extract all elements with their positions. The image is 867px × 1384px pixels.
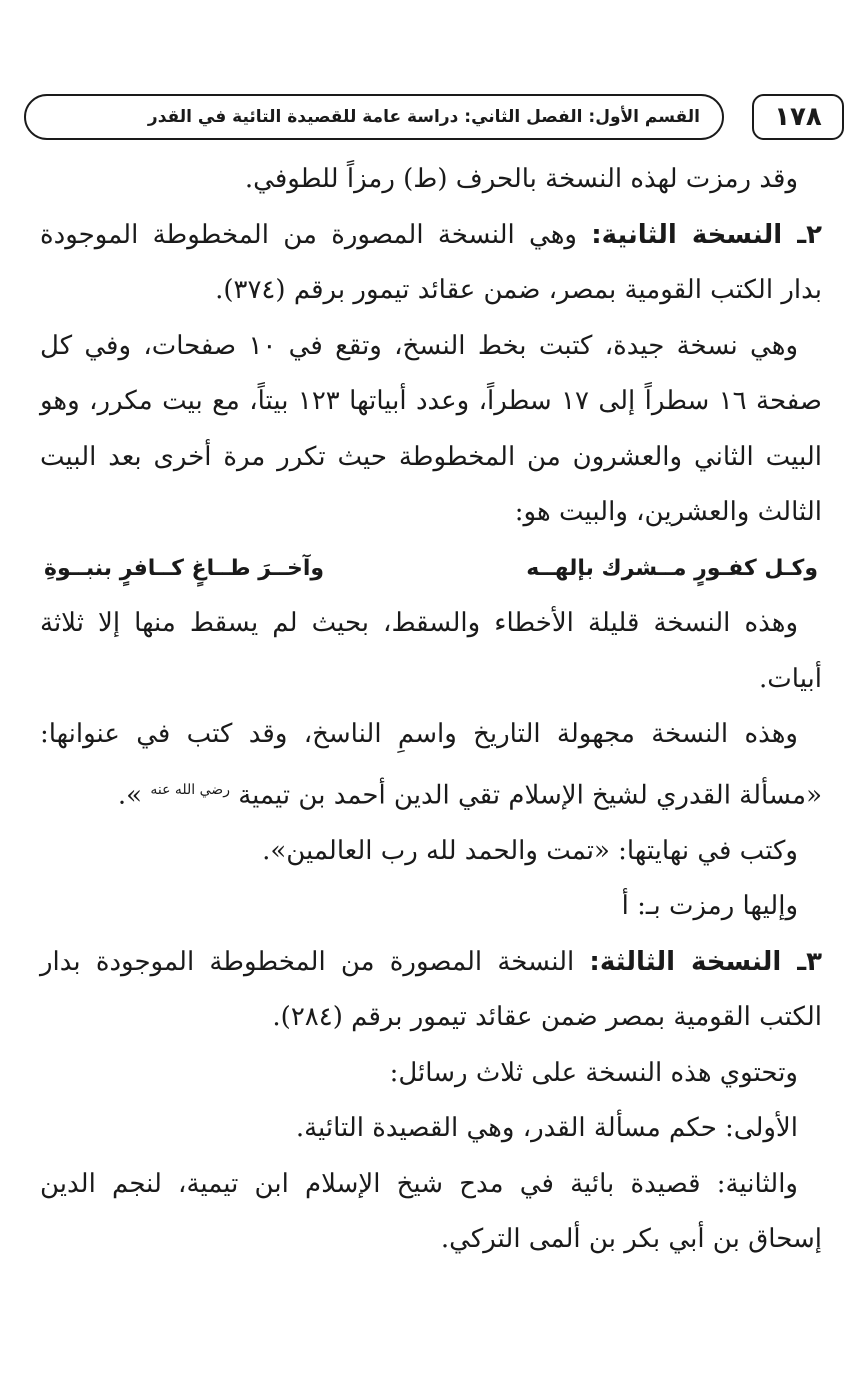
- paragraph-4: وهذه النسخة قليلة الأخطاء والسقط، بحيث لم يسقط منها إلا ثلاثة أبيات.: [40, 608, 822, 694]
- verse-second-hemistich: وآخــرَ طــاغٍ كــافرٍ بنبــوةِ: [44, 555, 325, 581]
- paragraph-8: [40, 935, 822, 1046]
- paragraph-6: وكتب في نهايتها: «تمت والحمد لله رب العالمين».: [262, 835, 798, 866]
- honorific-glyph: رضي الله عنه: [150, 781, 230, 798]
- paragraph-2: [40, 208, 822, 319]
- paragraph-5: [40, 707, 822, 824]
- page-number: ١٧٨: [752, 94, 844, 140]
- paragraph-5-text: وهذه النسخة مجهولة التاريخ واسمِ الناسخ، وقد كتب في عنوانها: «مسألة القدري لشيخ الإسلام تقي الدين أحمد بن تيمية: [40, 719, 822, 811]
- section-label-3: ٣ـ النسخة الثالثة:: [589, 946, 822, 977]
- paragraph-5-end: ».: [117, 780, 143, 811]
- paragraph-2-text: وهي النسخة المصورة من المخطوطة الموجودة بدار الكتب القومية بمصر، ضمن عقائد تيمور برقم (٣٧٤).: [40, 219, 822, 305]
- running-header: [24, 90, 844, 148]
- paragraph-9: وتحتوي هذه النسخة على ثلاث رسائل:: [389, 1057, 798, 1088]
- verse-first-hemistich: وكـل كفـورٍ مــشرك بإلهــه: [526, 555, 818, 581]
- paragraph-11: والثانية: قصيدة بائية في مدح شيخ الإسلام ابن تيمية، لنجم الدين إسحاق بن أبي بكر بن ألمى التركي.: [40, 1168, 822, 1255]
- section-label-2: ٢ـ النسخة الثانية:: [591, 219, 822, 250]
- paragraph-7: وإليها رمزت بـ: أ: [621, 891, 798, 922]
- paragraph-8-text: النسخة المصورة من المخطوطة الموجودة بدار الكتب القومية بمصر ضمن عقائد تيمور برقم (٢٨٤).: [40, 946, 822, 1033]
- page-body: [40, 152, 822, 1268]
- paragraph-3: وهي نسخة جيدة، كتبت بخط النسخ، وتقع في ١٠ صفحات، وفي كل صفحة ١٦ سطراً إلى ١٧ سطراً، وعدد أبياتها ١٢٣ بيتاً، مع بيت مكرر، وهو البيت الثاني والعشرون من المخطوطة حيث تكرر مرة أخرى بعد البيت الثالث والعشرين، والبيت هو:: [40, 330, 823, 527]
- paragraph-10: الأولى: حكم مسألة القدر، وهي القصيدة التائية.: [295, 1113, 798, 1144]
- poetry-verse: [40, 541, 822, 597]
- header-title: القسم الأول: الفصل الثاني: دراسة عامة للقصيدة التائية في القدر: [24, 94, 724, 140]
- paragraph-1: وقد رمزت لهذه النسخة بالحرف (ط) رمزاً للطوفي.: [244, 164, 798, 194]
